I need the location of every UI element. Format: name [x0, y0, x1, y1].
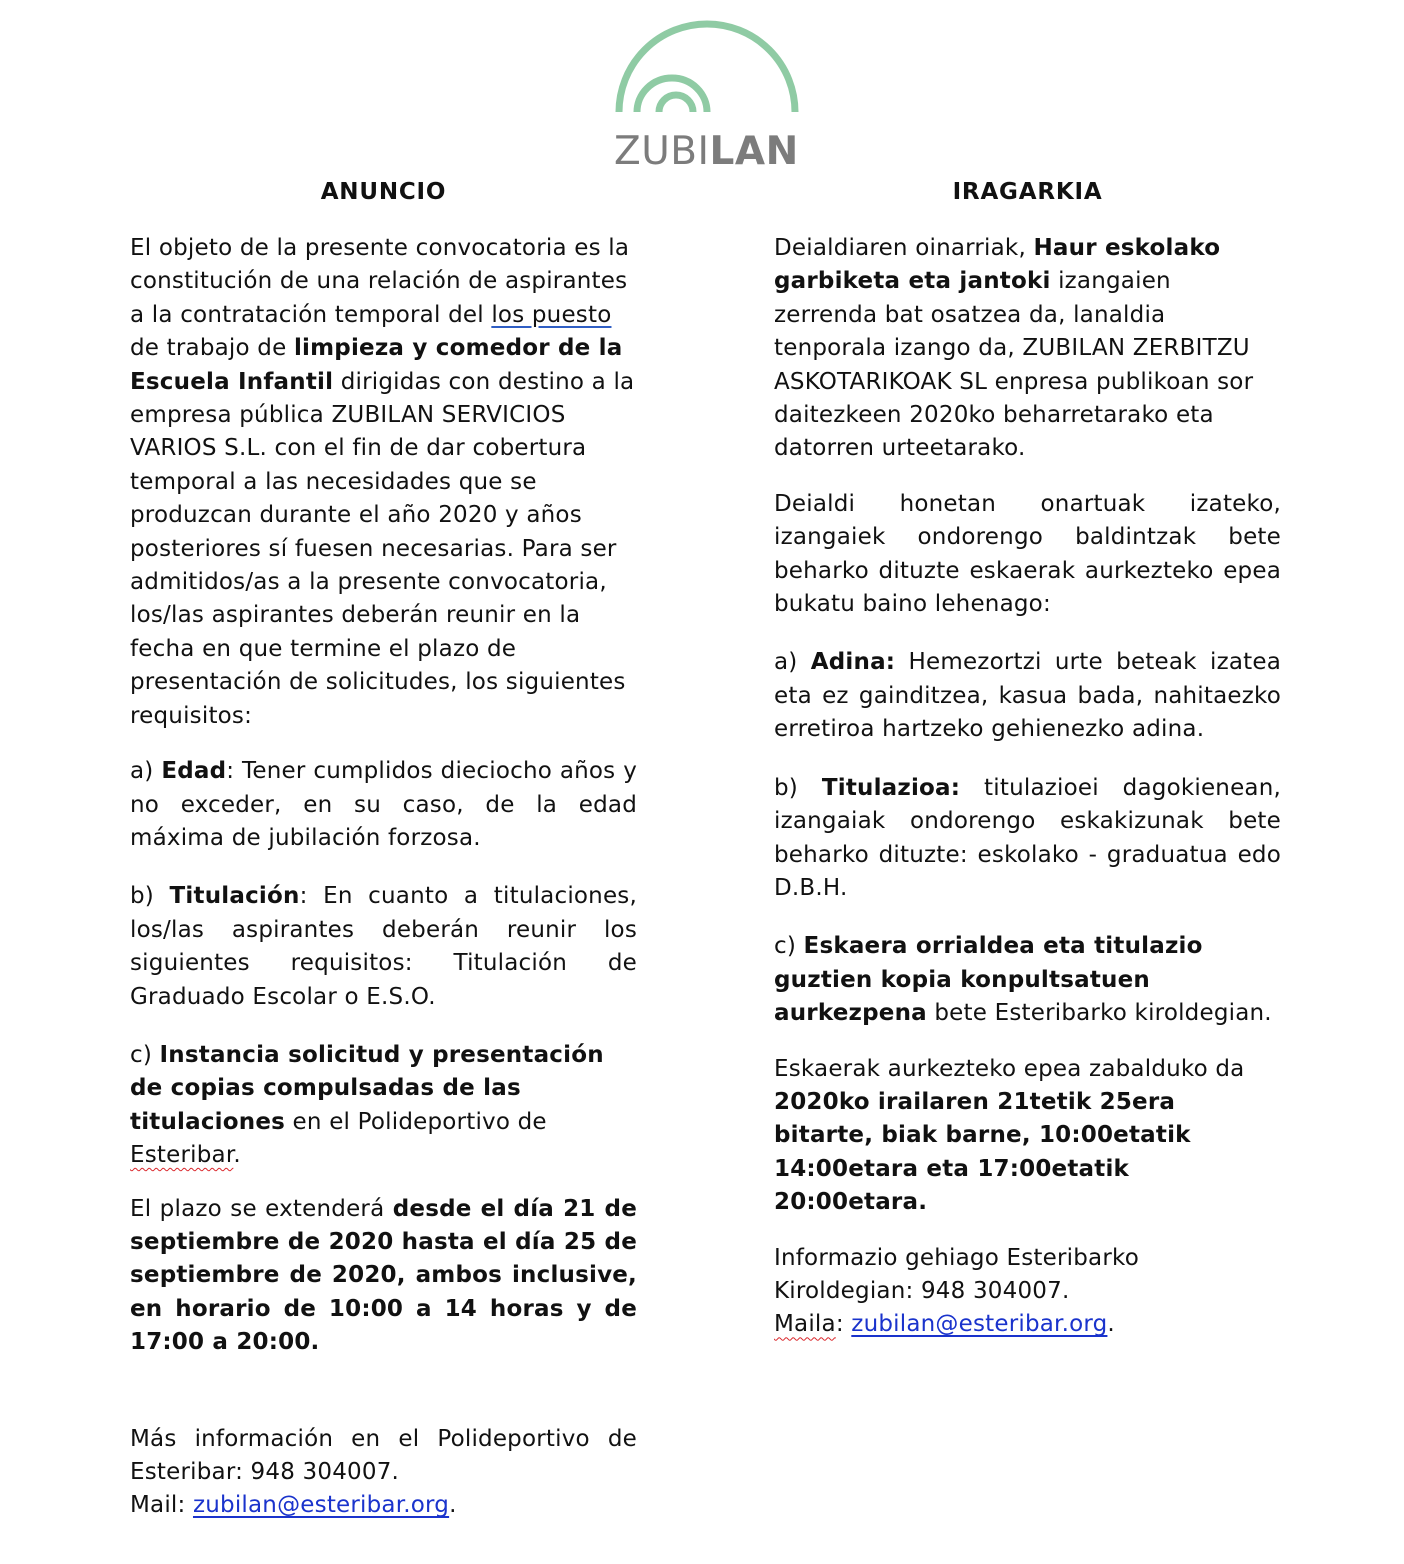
intro-text-1: El objeto de la presente convocatoria es la constitución de una relación de aspirantes a la contratación temporal del — [130, 235, 630, 328]
intro-paragraph-eu — [774, 232, 1281, 466]
mail-colon-eu: : — [835, 1311, 852, 1338]
deadline-bold-dates: desde el día 21 de septiembre de 2020 hasta el día 25 de septiembre de 2020, ambos inclusive, en horario de 10:00 a 14 horas y de 17:00 a 20:00. — [130, 1195, 637, 1356]
requirement-title-eu — [774, 772, 1281, 906]
req-c-eu-prefix: c) — [774, 933, 804, 960]
req-c-label: Instancia solicitud y presentación de copias compulsadas de las titulaciones — [130, 1041, 604, 1135]
intro-text-3: de trabajo de — [130, 335, 294, 362]
info-end-eu: . — [1107, 1311, 1115, 1338]
intro-eu-text-1: Deialdiaren oinarriak, — [774, 235, 1034, 261]
req-a-text: : Tener cumplidos dieciocho años y no exceder, en su caso, de la edad máxima de jubilación forzosa. — [130, 758, 638, 851]
info-end-es: . — [449, 1492, 457, 1519]
req-b-eu-text: titulazioei dagokienean, izangaiak ondorengo eskakizunak bete beharko dituzte: eskolako - graduatua edo D.B.H. — [774, 774, 1282, 901]
title-anuncio: ANUNCIO — [320, 179, 447, 205]
req-b-label: Titulación — [169, 883, 300, 910]
info-eu-line-1: Informazio gehiago Esteribarko — [774, 1244, 1139, 1271]
deadline-paragraph-eu — [774, 1053, 1281, 1220]
deadline-eu-text: Eskaerak aurkezteko epea zabalduko da — [774, 1055, 1245, 1082]
req-a-eu-text: Hemezortzi urte beteak izatea eta ez gainditzea, kasua bada, nahitaezko erretiroa hartzeko gehienezko adina. — [774, 649, 1281, 743]
mail-label-es: Mail: — [130, 1492, 193, 1519]
logo-arcs-icon — [612, 20, 802, 130]
deadline-text: El plazo se extenderá — [130, 1195, 393, 1222]
deadline-eu-bold: 2020ko irailaren 21tetik 25era bitarte, biak barne, 10:00etatik 14:00etara eta 17:00etatik 20:00etara. — [774, 1088, 1191, 1216]
logo-wordmark — [614, 129, 804, 174]
req-c-eu-label: Eskaera orrialdea eta titulazio guztien kopia konpultsatuen aurkezpena — [774, 933, 1203, 1027]
intro-paragraph-es — [130, 232, 637, 733]
intro-bold-position: limpieza y comedor de la Escuela Infantil — [130, 335, 623, 395]
deadline-paragraph-es — [130, 1193, 637, 1360]
req-b-prefix: b) — [130, 883, 170, 910]
logo-text-light: ZUBI — [614, 129, 710, 174]
req-a-eu-label: Adina: — [810, 649, 896, 676]
requirement-age-es — [130, 755, 637, 855]
title-iragarkia: IRAGARKIA — [952, 179, 1103, 205]
mail-label-eu: Maila — [774, 1311, 836, 1338]
req-c-end: . — [233, 1142, 241, 1169]
req-b-eu-label: Titulazioa: — [821, 774, 961, 801]
email-link-es[interactable]: zubilan@esteribar.org — [192, 1492, 450, 1519]
intro-text-5: dirigidas con destino a la empresa pública ZUBILAN SERVICIOS VARIOS S.L. con el fin de dar cobertura temporal a las necesidades que se produzcan durante el año 2020 y años posteriores sí fuesen necesarias. Para ser admitidos/as a la presente convocatoria, los/las aspirantes deberán reunir en la fecha en que termine el plazo de presentación de solicitudes, los siguientes requisitos: — [130, 368, 635, 729]
zubilan-logo — [612, 20, 802, 174]
logo-text-bold: LAN — [709, 129, 799, 174]
more-info-eu — [774, 1242, 1281, 1342]
requirement-application-es — [130, 1039, 637, 1173]
requirement-age-eu — [774, 646, 1281, 746]
req-b-eu-prefix: b) — [774, 774, 822, 801]
requirement-application-eu — [774, 930, 1281, 1030]
req-c-text: en el Polideportivo de — [285, 1108, 547, 1135]
req-c-eu-text: bete Esteribarko kiroldegian. — [926, 1000, 1272, 1027]
req-a-label: Edad — [161, 758, 227, 785]
req-c-place: Esteribar — [130, 1142, 234, 1169]
req-b-text: : En cuanto a titulaciones, los/las aspirantes deberán reunir los siguientes requisitos: Titulación de Graduado Escolar o E.S.O. — [130, 883, 638, 1010]
info-text-es: Más información en el Polideportivo de Esteribar: 948 304007. — [130, 1425, 637, 1485]
req-a-prefix: a) — [130, 758, 162, 785]
intro-eu-text-2: izangaien zerrenda bat osatzea da, lanaldia tenporala izango da, ZUBILAN ZERBITZU ASKOTARIKOAK SL enpresa publikoan sor daitezkeen 2020ko beharretarako eta datorren urteetarako. — [774, 268, 1254, 462]
more-info-es — [130, 1423, 637, 1523]
column-basque — [774, 174, 1281, 1342]
intro-eu-bold: Haur eskolako garbiketa eta jantoki — [774, 235, 1221, 295]
conditions-paragraph-eu: Deialdi honetan onartuak izateko, izangaiek ondorengo baldintzak bete beharko dituzte eskaerak aurkezteko epea bukatu baino lehenago: — [774, 490, 1281, 618]
req-a-eu-prefix: a) — [774, 649, 811, 676]
email-link-eu[interactable]: zubilan@esteribar.org — [851, 1311, 1108, 1338]
column-spanish — [130, 174, 637, 1523]
req-c-prefix: c) — [130, 1041, 160, 1068]
requirement-title-es — [130, 880, 637, 1014]
info-eu-line-2: Kiroldegian: 948 304007. — [774, 1277, 1070, 1304]
intro-underlined-text: los puesto — [491, 301, 612, 328]
